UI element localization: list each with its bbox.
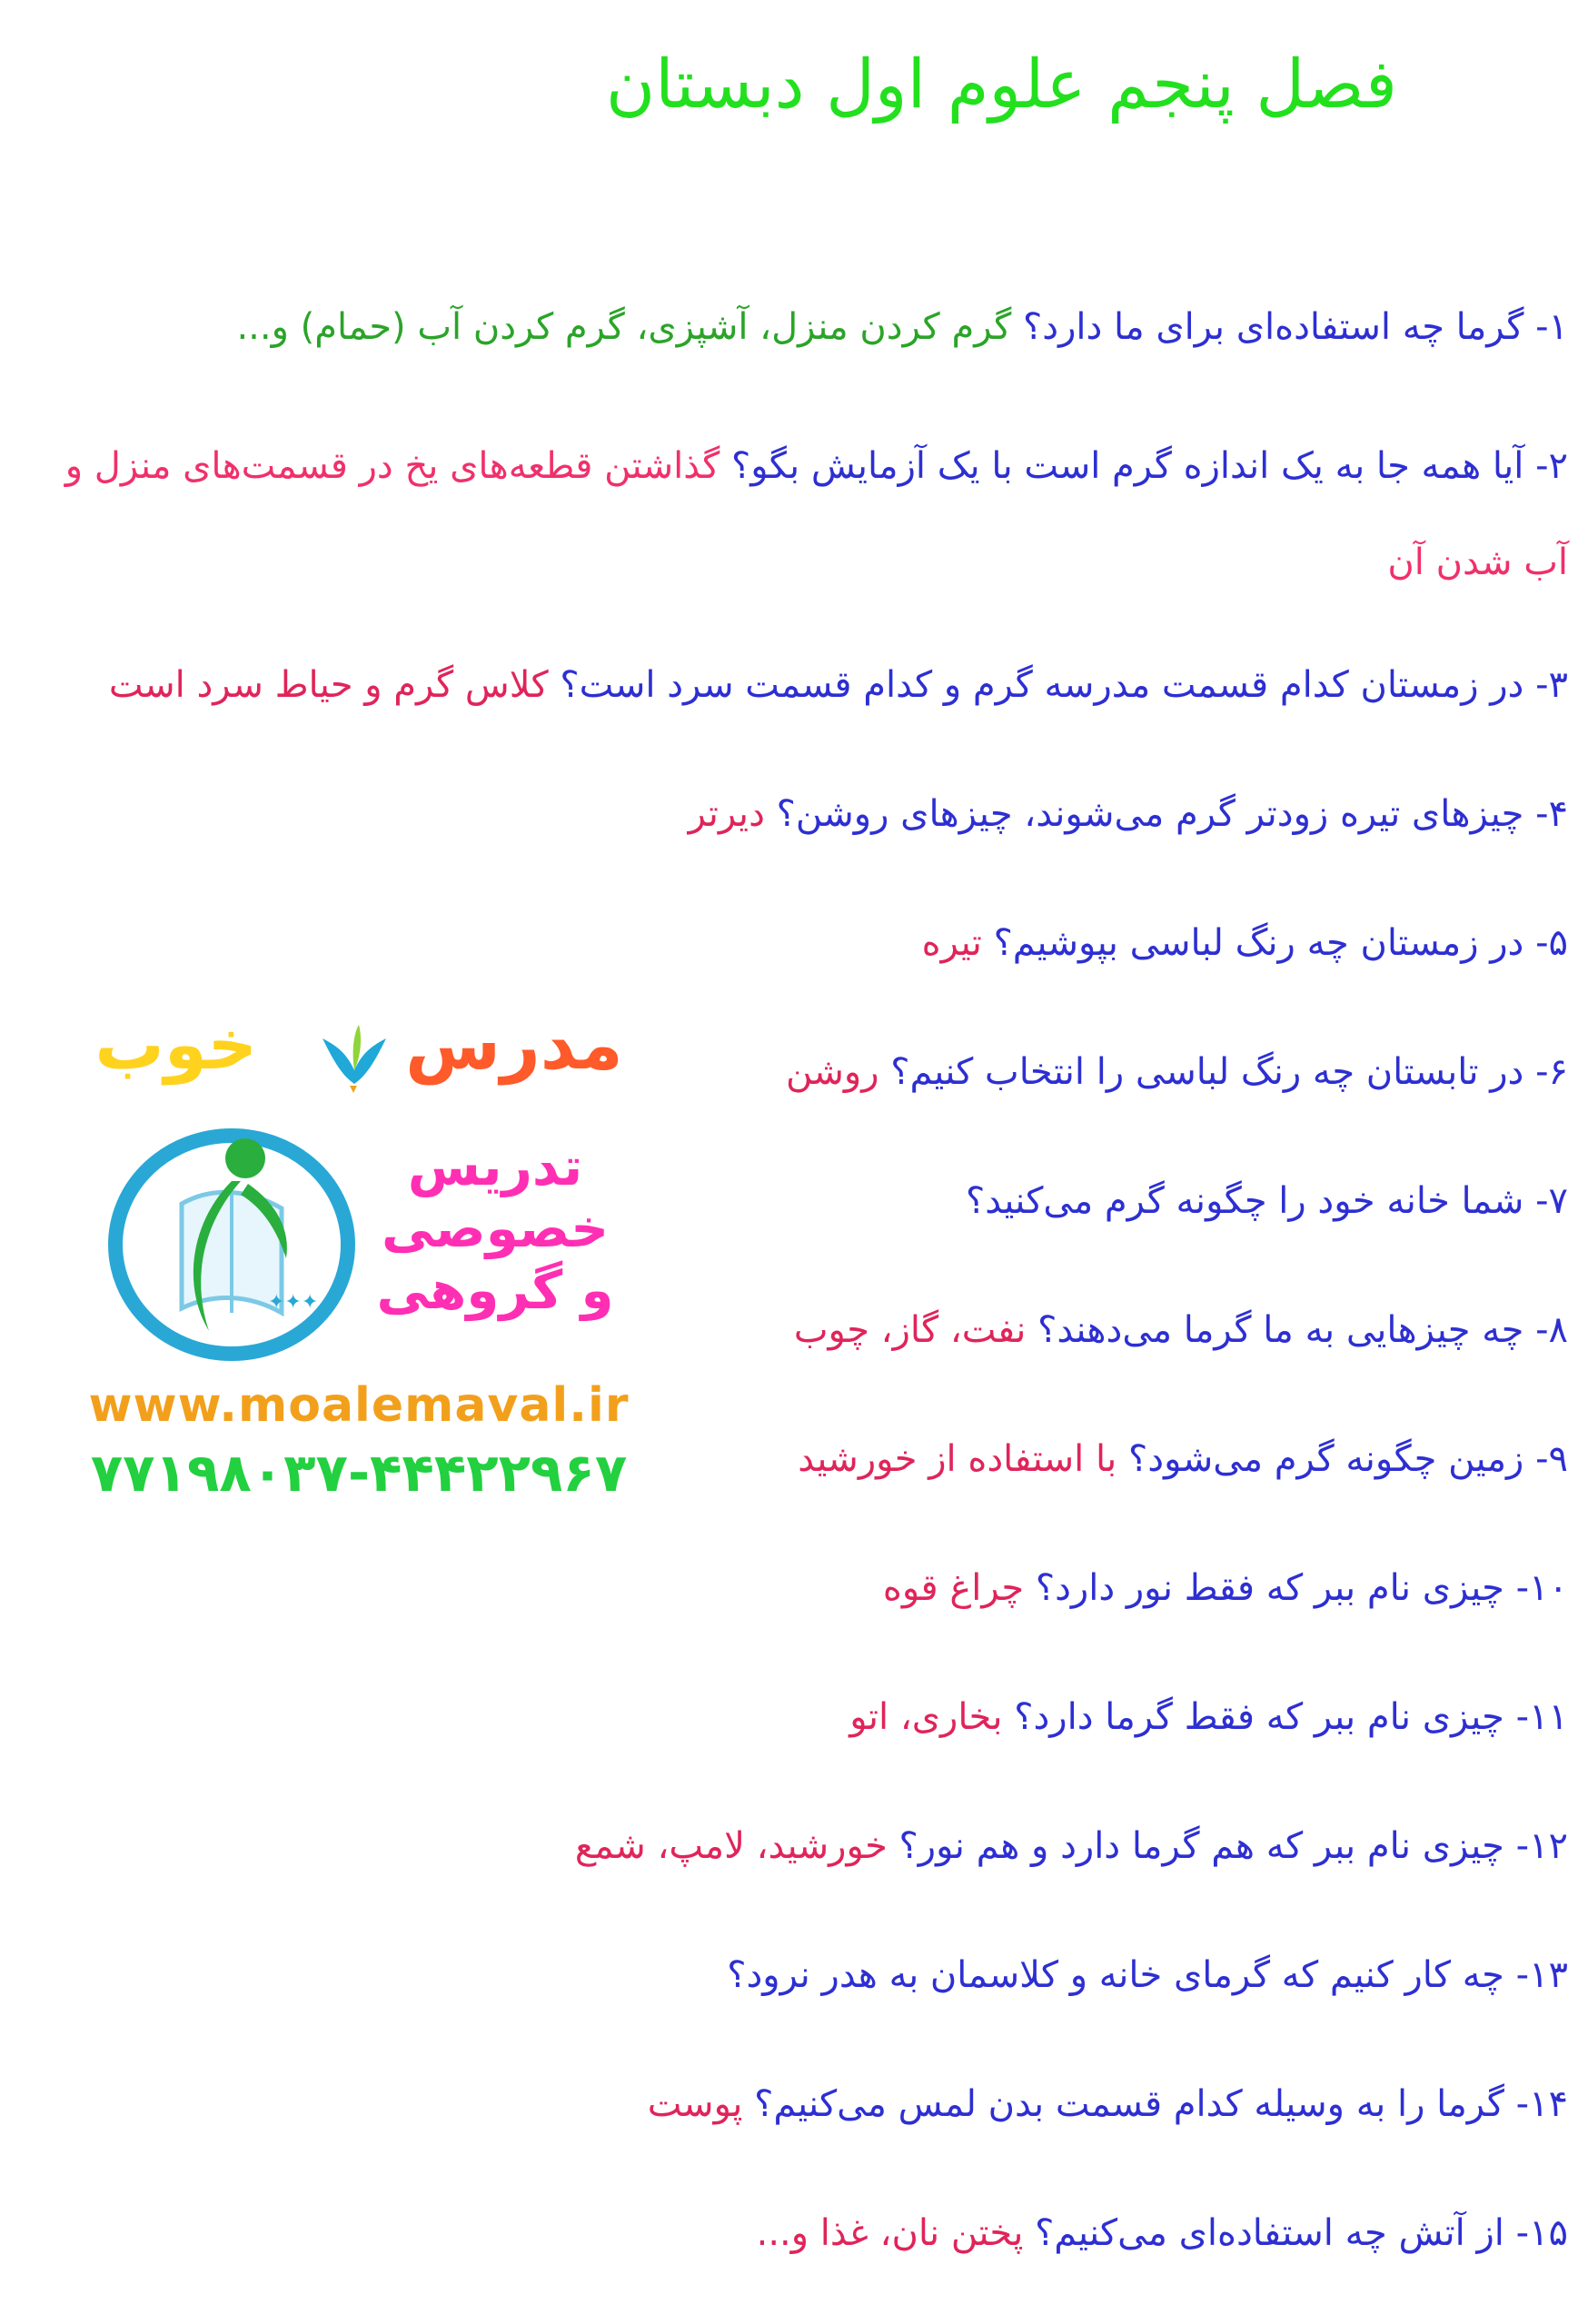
qa-item-15 xyxy=(15,2195,1568,2271)
qa-item-4 xyxy=(15,776,1568,852)
qa-item-13 xyxy=(15,1937,1568,2013)
question-5: ۵- در زمستان چه رنگ لباسی بپوشیم؟ xyxy=(993,922,1568,964)
question-13: ۱۳- چه کار کنیم که گرمای خانه و کلاسمان به هدر نرود؟ xyxy=(727,1954,1568,1996)
logo-title-word-2: خوب xyxy=(94,1004,258,1085)
page-title: فصل پنجم علوم اول دبستان xyxy=(605,45,1397,124)
answer-2: گذاشتن قطعه‌های یخ در قسمت‌های منزل و آب شدن آن xyxy=(65,445,1568,583)
question-4: ۴- چیزهای تیره زودتر گرم می‌شوند، چیزهای روشن؟ xyxy=(776,793,1568,835)
book-emblem-icon xyxy=(95,1104,368,1376)
answer-4: دیرتر xyxy=(688,793,765,835)
answer-3: کلاس گرم و حیاط سرد است xyxy=(108,664,549,706)
answer-6: روشن xyxy=(785,1051,879,1093)
logo-phone: ۷۷۱۹۸۰۳۷-۴۴۴۲۲۹۶۷ xyxy=(90,1442,628,1504)
logo-motto-line-1: تدریس xyxy=(407,1136,583,1197)
qa-item-11 xyxy=(15,1679,1568,1755)
question-14: ۱۴- گرما را به وسیله کدام قسمت بدن لمس می‌کنیم؟ xyxy=(754,2083,1568,2125)
answer-5: تیره xyxy=(921,922,982,964)
question-10: ۱۰- چیزی نام ببر که فقط نور دارد؟ xyxy=(1035,1567,1568,1609)
answer-10: چراغ قوه xyxy=(882,1567,1025,1609)
svg-text:✦✦✦: ✦✦✦ xyxy=(268,1291,319,1314)
answer-9: با استفاده از خورشید xyxy=(798,1438,1117,1480)
question-12: ۱۲- چیزی نام ببر که هم گرما دارد و هم نور؟ xyxy=(898,1825,1568,1867)
question-9: ۹- زمین چگونه گرم می‌شود؟ xyxy=(1128,1438,1568,1480)
logo-motto-line-2: خصوصی xyxy=(381,1197,610,1259)
qa-item-2 xyxy=(15,418,1568,611)
question-6: ۶- در تابستان چه رنگ لباسی را انتخاب کنیم؟ xyxy=(890,1051,1568,1093)
qa-item-10 xyxy=(15,1550,1568,1626)
question-8: ۸- چه چیزهایی به ما گرما می‌دهند؟ xyxy=(1037,1309,1568,1351)
answer-12: خورشید، لامپ، شمع xyxy=(574,1825,888,1867)
qa-item-3 xyxy=(15,647,1568,723)
qa-item-5 xyxy=(15,905,1568,981)
question-2: ۲- آیا همه جا به یک اندازه گرم است با یک آزمایش بگو؟ xyxy=(731,445,1568,487)
qa-item-1 xyxy=(15,289,1568,365)
logo-title-word-1: مدرس xyxy=(405,1004,623,1085)
qa-item-14 xyxy=(15,2066,1568,2142)
answer-8: نفت، گاز، چوب xyxy=(793,1309,1027,1351)
answer-11: بخاری، اتو xyxy=(849,1696,1003,1738)
logo-url: www.moalemaval.ir xyxy=(88,1378,630,1433)
logo-motto-line-3: و گروهی xyxy=(376,1259,614,1321)
qa-item-12 xyxy=(15,1808,1568,1884)
bird-icon xyxy=(313,1020,395,1093)
question-11: ۱۱- چیزی نام ببر که فقط گرما دارد؟ xyxy=(1014,1696,1568,1738)
answer-1: گرم کردن منزل، آشپزی، گرم کردن آب (حمام) و... xyxy=(236,306,1012,348)
logo-motto xyxy=(359,1136,631,1321)
answer-14: پوست xyxy=(647,2083,743,2125)
question-7: ۷- شما خانه خود را چگونه گرم می‌کنید؟ xyxy=(966,1180,1568,1222)
answer-15: پختن نان، غذا و... xyxy=(756,2212,1024,2254)
question-15: ۱۵- از آتش چه استفاده‌ای می‌کنیم؟ xyxy=(1035,2212,1568,2254)
watermark-logo xyxy=(86,1004,631,1504)
question-1: ۱- گرما چه استفاده‌ای برای ما دارد؟ xyxy=(1023,306,1568,348)
question-3: ۳- در زمستان کدام قسمت مدرسه گرم و کدام قسمت سرد است؟ xyxy=(560,664,1568,706)
